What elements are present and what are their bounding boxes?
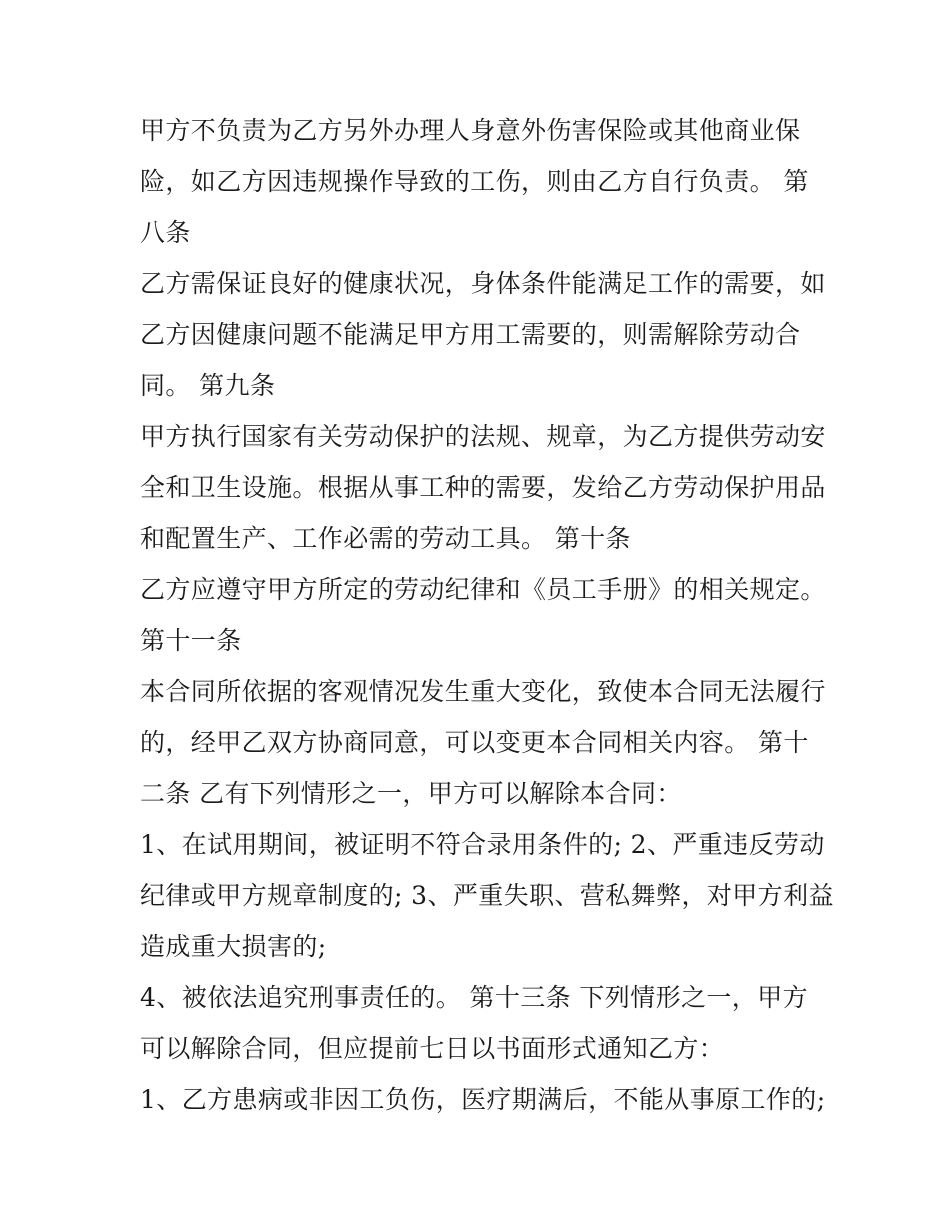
text-line: 1、在试用期间，被证明不符合录用条件的; 2、严重违反劳动 <box>140 830 825 859</box>
text-line: 同。 第九条 <box>140 371 276 400</box>
text-line: 本合同所依据的客观情况发生重大变化，致使本合同无法履行 <box>140 677 826 706</box>
text-line: 乙方因健康问题不能满足甲方用工需要的，则需解除劳动合 <box>140 320 801 349</box>
text-line: 全和卫生设施。根据从事工种的需要，发给乙方劳动保护用品 <box>140 473 826 502</box>
text-line: 的，经甲乙双方协商同意，可以变更本合同相关内容。 第十 <box>140 728 809 757</box>
text-line: 可以解除合同，但应提前七日以书面形式通知乙方： <box>140 1034 725 1063</box>
text-line: 甲方执行国家有关劳动保护的法规、规章，为乙方提供劳动安 <box>140 422 826 451</box>
text-line: 1、乙方患病或非因工负伤，医疗期满后，不能从事原工作的; <box>140 1085 826 1114</box>
text-line: 乙方应遵守甲方所定的劳动纪律和《员工手册》的相关规定。 <box>140 575 826 604</box>
text-line: 险，如乙方因违规操作导致的工伤，则由乙方自行负责。 第 <box>140 167 809 196</box>
text-line: 4、被依法追究刑事责任的。 第十三条 下列情形之一，甲方 <box>140 983 809 1012</box>
text-line: 二条 乙有下列情形之一，甲方可以解除本合同： <box>140 779 682 808</box>
text-line: 和配置生产、工作必需的劳动工具。 第十条 <box>140 524 631 553</box>
text-line: 乙方需保证良好的健康状况，身体条件能满足工作的需要，如 <box>140 269 826 298</box>
text-line: 八条 <box>140 218 191 247</box>
text-line: 第十一条 <box>140 626 242 655</box>
text-line: 造成重大损害的; <box>140 932 327 961</box>
text-line: 甲方不负责为乙方另外办理人身意外伤害保险或其他商业保 <box>140 116 801 145</box>
contract-text-body <box>140 105 834 1125</box>
text-line: 纪律或甲方规章制度的; 3、严重失职、营私舞弊，对甲方利益 <box>140 881 834 910</box>
